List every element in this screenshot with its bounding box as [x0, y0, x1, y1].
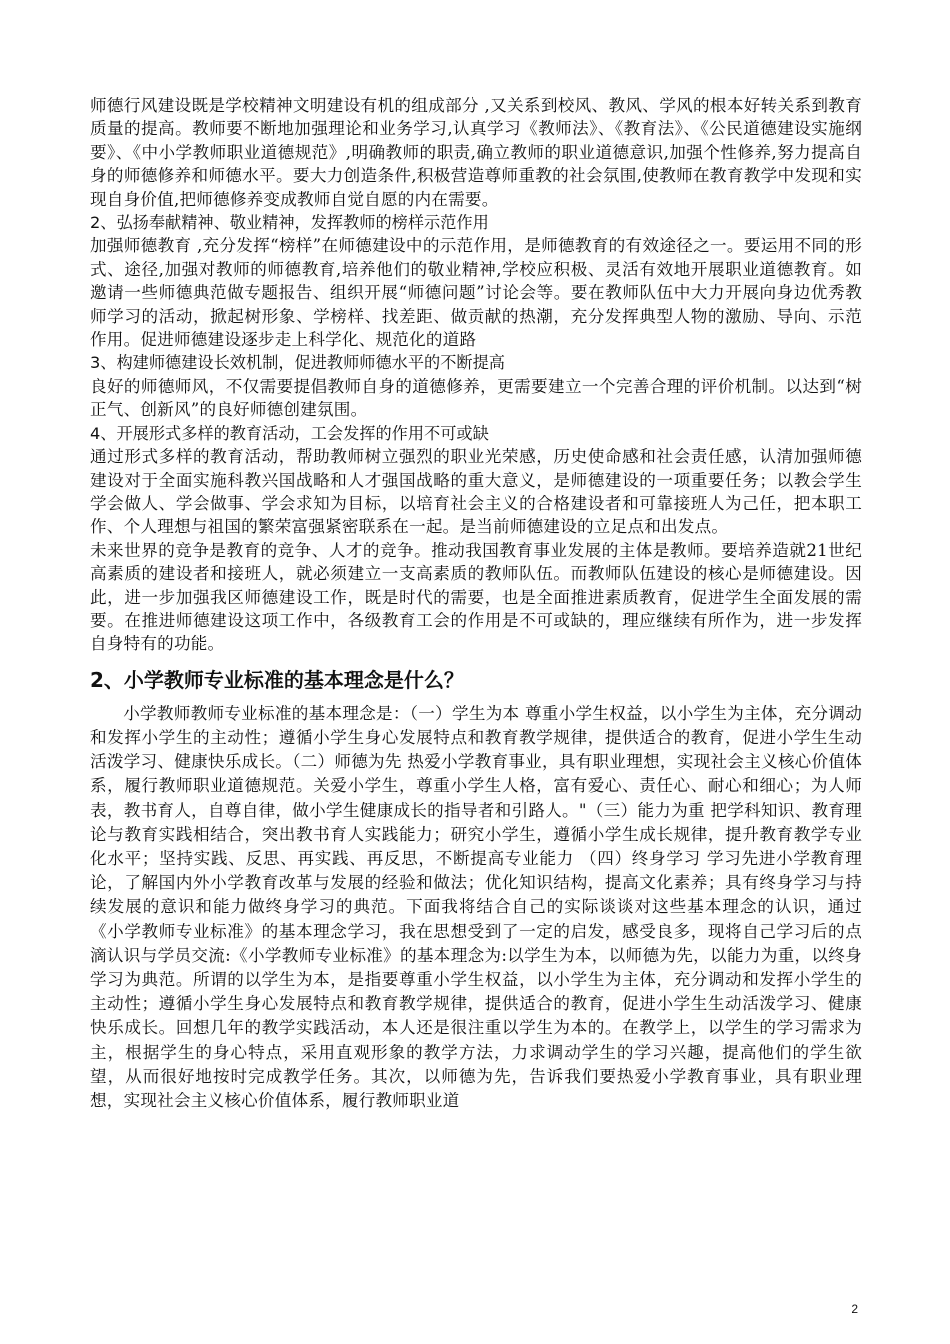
subheading-4: 4、开展形式多样的教育活动，工会发挥的作用不可或缺: [90, 423, 489, 443]
paragraph-role-model: 加强师德教育 ,充分发挥“榜样”在师德建设中的示范作用，是师德教育的有效途径之一。要运用不同的形式、途径,加强对教师的师德教育,培养他们的敬业精神,学校应积极、灵活有效地开展职业道德教育。如邀请一些师德典范做专题报告、组织开展“师德问题”讨论会等。要在教师队伍中大力开展向身边优秀教师学习的活动，掀起树形象、学榜样、找差距、做贡献的热潮，充分发挥典型人物的激励、导向、示范作用。促进师德建设逐步走上科学化、规范化的道路: [90, 236, 862, 350]
page-number: 2: [851, 1302, 858, 1316]
paragraph-answer: 小学教师教师专业标准的基本理念是：（一）学生为本 尊重小学生权益，以小学生为主体，充分调动和发挥小学生的主动性；遵循小学生身心发展特点和教育教学规律，提供适合的教育，促进小学生生动活泼学习、健康快乐成长。（二）师德为先 热爱小学教育事业，具有职业理想，实现社会主义核心价值体系，履行教师职业道德规范。关爱小学生，尊重小学生人格，富有爱心、责任心、耐心和细心；为人师表，教书育人，自尊自律，做小学生健康成长的指导者和引路人。"（三）能力为重 把学科知识、教育理论与教育实践相结合，突出教书育人实践能力；研究小学生，遵循小学生成长规律，提升教育教学专业化水平；坚持实践、反思、再实践、再反思，不断提高专业能力 （四）终身学习 学习先进小学教育理论，了解国内外小学教育改革与发展的经验和做法；优化知识结构，提高文化素养；具有终身学习与持续发展的意识和能力做终身学习的典范。下面我将结合自己的实际谈谈对这些基本理念的认识，通过《小学教师专业标准》的基本理念学习，我在思想受到了一定的启发，感受良多，现将自己学习后的点滴认识与学员交流:《小学教师专业标准》的基本理念为:以学生为本，以师德为先，以能力为重，以终身学习为典范。所谓的以学生为本，是指要尊重小学生权益，以小学生为主体，充分调动和发挥小学生的主动性；遵循小学生身心发展特点和教育教学规律，提供适合的教育，促进小学生生动活泼学习、健康快乐成长。回想几年的教学实践活动，本人还是很注重以学生为本的。在教学上，以学生的学习需求为主，根据学生的身心特点，采用直观形象的教学方法，力求调动学生的学习兴趣，提高他们的学生欲望，从而很好地按时完成教学任务。其次，以师德为先，告诉我们要热爱小学教育事业，具有职业理想，实现社会主义核心价值体系，履行教师职业道: [90, 703, 862, 1110]
subheading-3: 3、构建师德建设长效机制，促进教师师德水平的不断提高: [90, 353, 505, 373]
paragraph-future: 未来世界的竞争是教育的竞争、人才的竞争。推动我国教育事业发展的主体是教师。要培养造就21世纪高素质的建设者和接班人，就必须建立一支高素质的教师队伍。而教师队伍建设的核心是师德建设。因此，进一步加强我区师德建设工作，既是时代的需要，也是全面推进素质教育，促进学生全面发展的需要。在推进师德建设这项工作中，各级教育工会的作用是不可或缺的，理应继续有所作为，进一步发挥自身特有的功能。: [90, 540, 862, 654]
document-page: [90, 94, 862, 1113]
paragraph-intro: 师德行风建设既是学校精神文明建设有机的组成部分 ,又关系到校风、教风、学风的根本好转关系到教育质量的提高。教师要不断地加强理论和业务学习,认真学习《教师法》、《教育法》、《公民道德建设实施纲要》、《中小学教师职业道德规范》,明确教师的职责,确立教师的职业道德意识,加强个性修养,努力提高自身的师德修养和师德水平。要大力创造条件,积极营造尊师重教的社会氛围,使教师在教育教学中发现和实现自身价值,把师德修养变成教师自觉自愿的内在需要。: [90, 96, 862, 209]
paragraph-activities: 通过形式多样的教育活动，帮助教师树立强烈的职业光荣感，历史使命感和社会责任感，认清加强师德建设对于全面实施科教兴国战略和人才强国战略的重大意义，是师德建设的一项重要任务；以教会学生学会做人、学会做事、学会求知为目标，以培育社会主义的合格建设者和可靠接班人为己任，把本职工作、个人理想与祖国的繁荣富强紧密联系在一起。是当前师德建设的立足点和出发点。: [90, 447, 862, 537]
section-heading: 2、小学教师专业标准的基本理念是什么？: [90, 667, 464, 692]
paragraph-mechanism: 良好的师德师风，不仅需要提倡教师自身的道德修养，更需要建立一个完善合理的评价机制。以达到“树正气、创新风”的良好师德创建氛围。: [90, 376, 862, 420]
subheading-2: 2、弘扬奉献精神、敬业精神，发挥教师的榜样示范作用: [90, 213, 489, 233]
